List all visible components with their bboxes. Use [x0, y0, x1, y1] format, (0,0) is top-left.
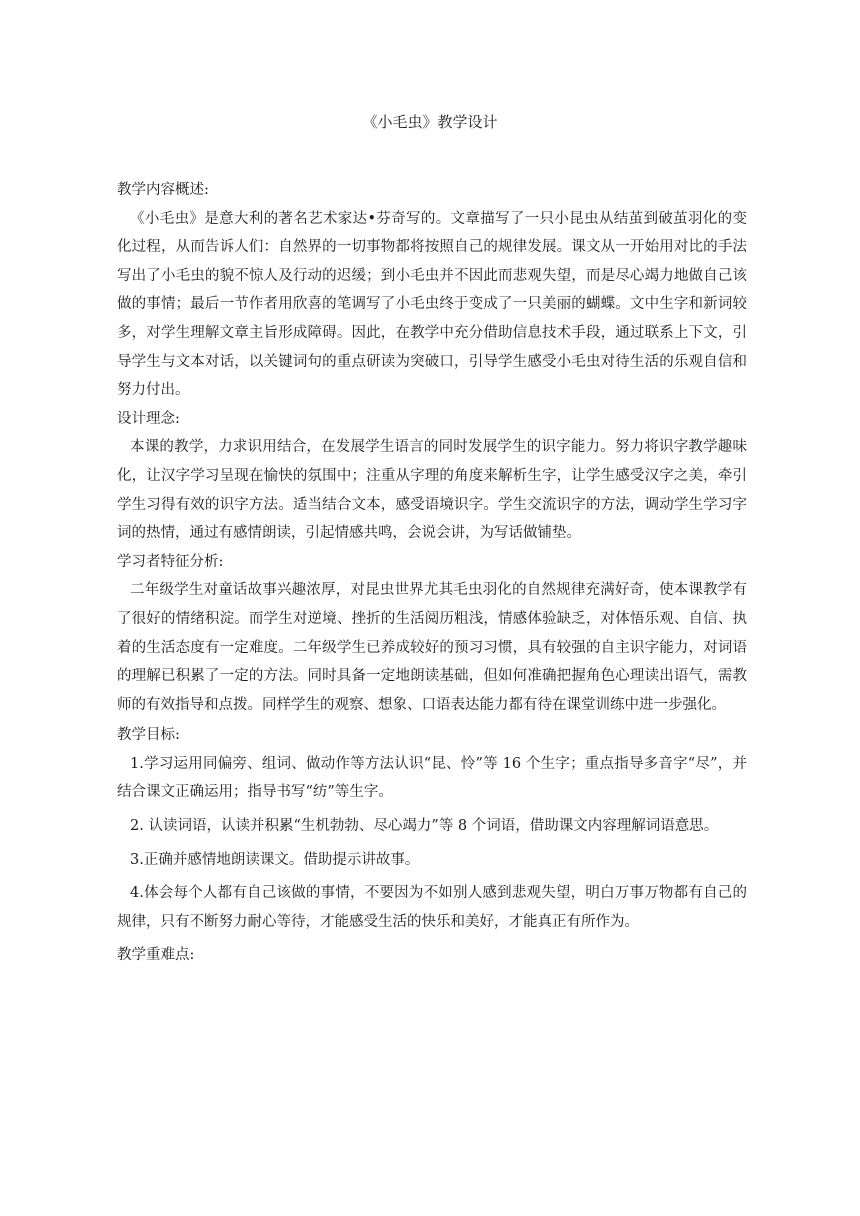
section-heading-design-concept: 设计理念: — [117, 410, 180, 427]
document-body — [117, 176, 747, 970]
goal-item-4: 4.体会每个人都有自己该做的事情，不要因为不如别人感到悲观失望，明白万事万物都有自己的规律，只有不断努力耐心等待，才能感受生活的快乐和美好，才能真正有所作为。 — [117, 885, 747, 930]
section-paragraph-design-concept: 本课的教学，力求识用结合，在发展学生语言的同时发展学生的识字能力。努力将识字教学趣味化，让汉字学习呈现在愉快的氛围中；注重从字理的角度来解析生字，让学生感受汉字之美，牵引学生习得有效的识字方法。适当结合文本，感受语境识字。学生交流识字的方法，调动学生学习字词的热情，通过有感情朗读，引起情感共鸣，会说会讲，为写话做铺垫。 — [117, 439, 747, 542]
section-heading-key-points: 教学重难点: — [117, 947, 195, 964]
section-paragraph-learner-analysis: 二年级学生对童话故事兴趣浓厚，对昆虫世界尤其毛虫羽化的自然规律充满好奇，使本课教学有了很好的情绪积淀。而学生对逆境、挫折的生活阅历粗浅，情感体验缺乏，对体悟乐观、自信、执着的生活态度有一定难度。二年级学生已养成较好的预习习惯，具有较强的自主识字能力，对词语的理解已积累了一定的方法。同时具备一定地朗读基础，但如何准确把握角色心理读出语气，需教师的有效指导和点拨。同样学生的观察、想象、口语表达能力都有待在课堂训练中进一步强化。 — [117, 582, 747, 713]
page-title: 《小毛虫》教学设计 — [362, 113, 498, 131]
section-heading-overview: 教学内容概述: — [117, 182, 209, 198]
goal-item-1: 1.学习运用同偏旁、组词、做动作等方法认识“昆、怜”等 16 个生字；重点指导多音字“尽”，并结合课文正确运用；指导书写“纺”等生字。 — [117, 755, 747, 801]
section-heading-goals: 教学目标: — [117, 727, 180, 744]
section-heading-learner-analysis: 学习者特征分析: — [117, 553, 224, 570]
goal-item-3: 3.正确并感情地朗读课文。借助提示讲故事。 — [130, 851, 420, 868]
goal-item-2: 2. 认读词语，认读并积累“生机勃勃、尽心竭力”等 8 个词语，借助课文内容理解词语意思。 — [130, 818, 719, 835]
section-paragraph-overview: 《小毛虫》是意大利的著名艺术家达•芬奇写的。文章描写了一只小昆虫从结茧到破茧羽化的变化过程，从而告诉人们：自然界的一切事物都将按照自己的规律发展。课文从一开始用对比的手法写出了小毛虫的貌不惊人及行动的迟缓；到小毛虫并不因此而悲观失望，而是尽心竭力地做自己该做的事情；最后一节作者用欣喜的笔调写了小毛虫终于变成了一只美丽的蝴蝶。文中生字和新词较多，对学生理解文章主旨形成障碍。因此，在教学中充分借助信息技术手段，通过联系上下文，引导学生与文本对话，以关键词句的重点研读为突破口，引导学生感受小毛虫对待生活的乐观自信和努力付出。 — [117, 210, 747, 399]
